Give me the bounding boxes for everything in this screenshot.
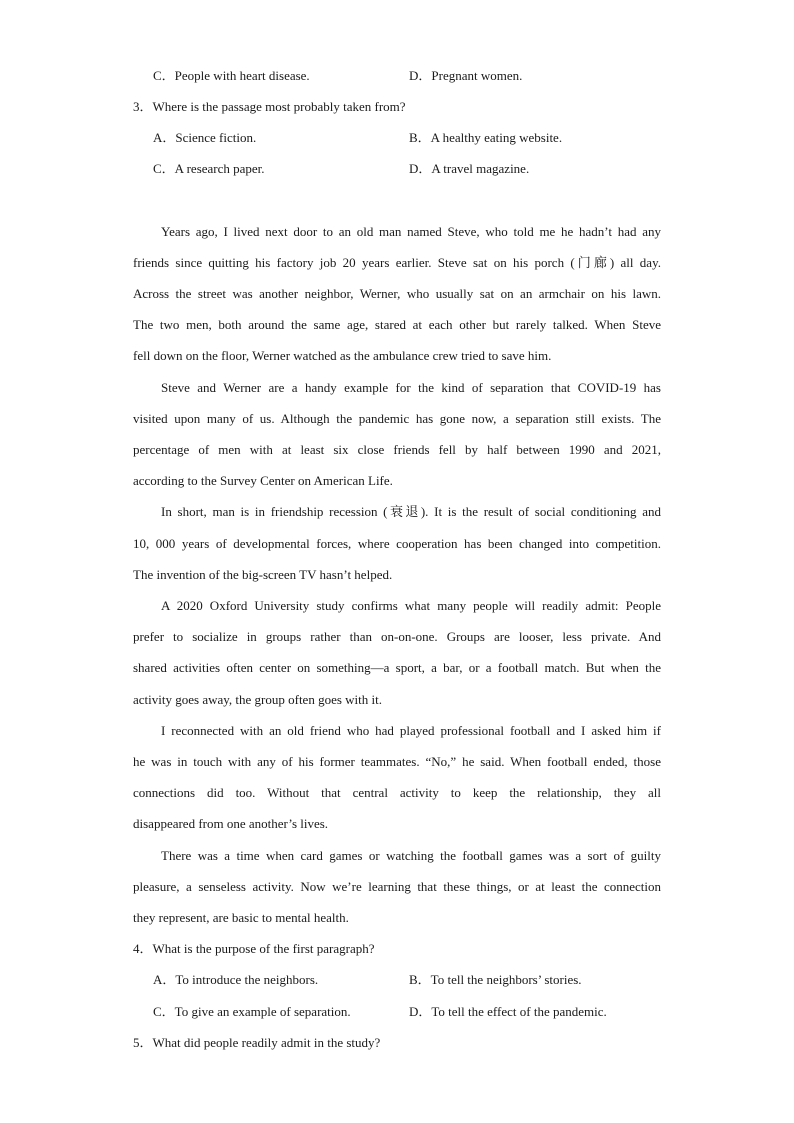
q3-option-c: C．A research paper. [153, 161, 265, 176]
q3-question: 3．Where is the passage most probably taken from? [133, 99, 406, 114]
paragraph-line: Years ago, I lived next door to an old man named Steve, who told me he hadn’t had any [161, 224, 661, 239]
paragraph-line: pleasure, a senseless activity. Now we’re learning that these things, or at least the connection [133, 879, 661, 894]
paragraph-line: There was a time when card games or watching the football games was a sort of guilty [161, 848, 661, 863]
q4-option-c: C．To give an example of separation. [153, 1004, 351, 1019]
q4-question: 4．What is the purpose of the first paragraph? [133, 941, 375, 956]
paragraph-line: friends since quitting his factory job 20 years earlier. Steve sat on his porch (门廊) all day. [133, 255, 661, 270]
paragraph-line: fell down on the floor, Werner watched as the ambulance crew tried to save him. [133, 348, 552, 363]
paragraph-line: he was in touch with any of his former teammates. “No,” he said. When football ended, those [133, 754, 661, 769]
paragraph-line: The two men, both around the same age, stared at each other but rarely talked. When Steve [133, 317, 661, 332]
q3-option-a: A．Science fiction. [153, 130, 257, 145]
paragraph-line: they represent, are basic to mental health. [133, 910, 349, 925]
paragraph-line: prefer to socialize in groups rather than on-on-one. Groups are looser, less private. And [133, 629, 661, 644]
q2-option-c: C．People with heart disease. [153, 68, 310, 83]
paragraph-line: Steve and Werner are a handy example for the kind of separation that COVID-19 has [161, 380, 661, 395]
q5-question: 5．What did people readily admit in the study? [133, 1035, 381, 1050]
paragraph-line: In short, man is in friendship recession (衰退). It is the result of social conditioning and [161, 504, 661, 519]
q2-option-d: D．Pregnant women. [409, 68, 523, 83]
paragraph-line: visited upon many of us. Although the pandemic has gone now, a separation still exists. The [133, 411, 661, 426]
paragraph-line: The invention of the big-screen TV hasn’t helped. [133, 567, 393, 582]
paragraph-line: connections did too. Without that central activity to keep the relationship, they all [133, 785, 661, 800]
q3-option-d: D．A travel magazine. [409, 161, 530, 176]
paragraph-line: according to the Survey Center on American Life. [133, 473, 393, 488]
q4-option-a: A．To introduce the neighbors. [153, 972, 319, 987]
paragraph-line: percentage of men with at least six close friends fell by half between 1990 and 2021, [133, 442, 661, 457]
q3-option-b: B．A healthy eating website. [409, 130, 563, 145]
paragraph-line: activity goes away, the group often goes with it. [133, 692, 382, 707]
paragraph-line: disappeared from one another’s lives. [133, 816, 329, 831]
paragraph-line: Across the street was another neighbor, Werner, who usually sat on an armchair on his lawn. [133, 286, 661, 301]
paragraph-line: I reconnected with an old friend who had played professional football and I asked him if [161, 723, 661, 738]
paragraph-line: A 2020 Oxford University study confirms what many people will readily admit: People [161, 598, 661, 613]
paragraph-line: 10, 000 years of developmental forces, where cooperation has been changed into competition. [133, 536, 661, 551]
q4-option-b: B．To tell the neighbors’ stories. [409, 972, 582, 987]
paragraph-line: shared activities often center on something—a sport, a bar, or a football match. But when the [133, 660, 661, 675]
q4-option-d: D．To tell the effect of the pandemic. [409, 1004, 607, 1019]
